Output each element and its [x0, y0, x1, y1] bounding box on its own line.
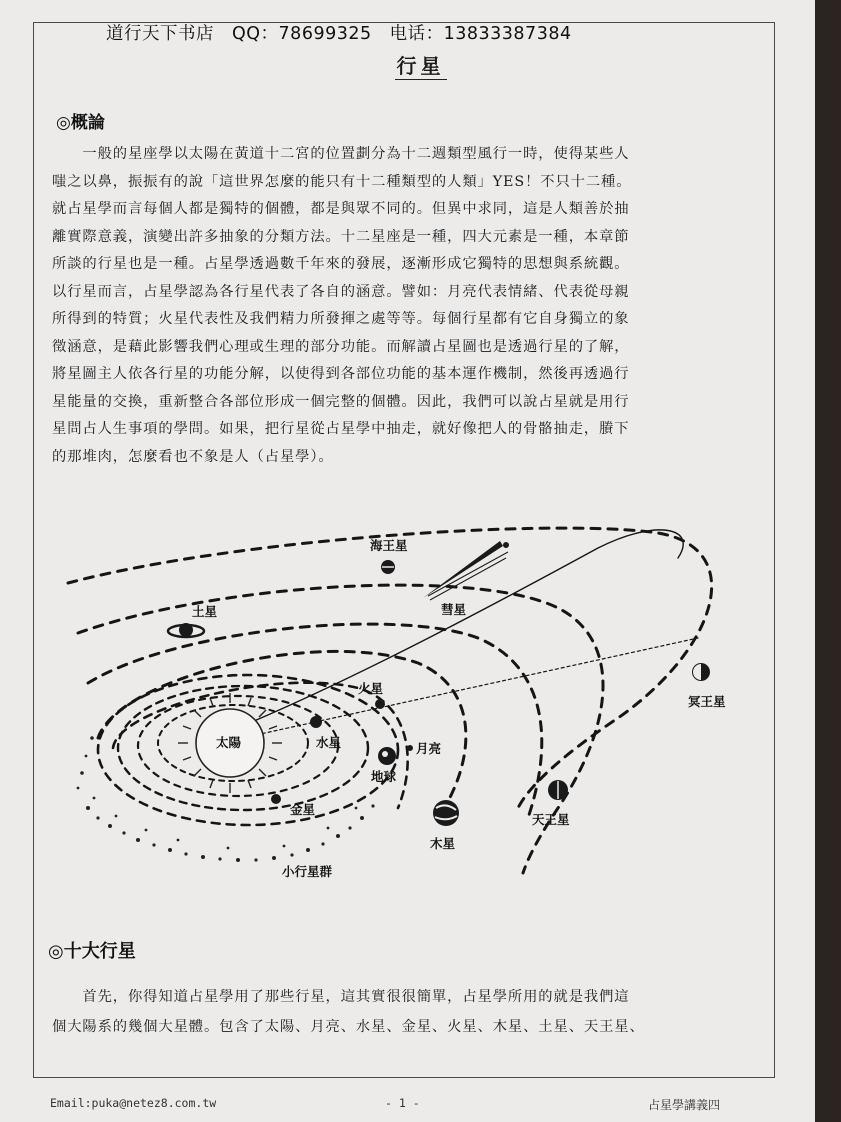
text-line: 的那堆肉，怎麼看也不象是人（占星學）。 [52, 448, 334, 465]
neptune-icon [381, 560, 395, 574]
venus-icon [271, 794, 281, 804]
page-title [0, 50, 841, 79]
label-mars: 火星 [358, 681, 384, 696]
section-heading-overview: ◎概論 [56, 113, 105, 133]
text-line: 一般的星座學以太陽在黃道十二宮的位置劃分為十二週類型風行一時，使得某些人 [52, 146, 630, 162]
footer-email: Email:puka@netez8.com.tw [50, 1096, 217, 1110]
text-line: 個大陽系的幾個大星體。包含了太陽、月亮、水星、金星、火星、木星、土星、天王星、 [52, 1019, 645, 1035]
jupiter-icon [433, 800, 459, 826]
uranus-icon [548, 780, 568, 800]
section-heading-ten-planets: ◎十大行星 [48, 941, 136, 962]
text-line: 嗤之以鼻，振振有的說「這世界怎麼的能只有十二種類型的人類」YES！不只十二種。 [52, 173, 632, 190]
label-saturn: 土星 [192, 604, 218, 619]
header-watermark: 道行天下书店 QQ：78699325 电话：13833387384 [106, 24, 572, 44]
label-neptune: 海王星 [370, 538, 408, 553]
text-line: 星能量的交換，重新整合各部位形成一個完整的個體。因此，我們可以說占星就是用行 [52, 393, 630, 410]
text-line: 就占星學而言每個人都是獨特的個體，都是與眾不同的。但異中求同，這是人類善於抽 [52, 201, 630, 217]
label-mercury: 水星 [316, 735, 342, 750]
earth-icon [378, 747, 396, 765]
mercury-icon [310, 716, 322, 728]
comet-orbit [218, 530, 683, 736]
label-jupiter: 木星 [430, 836, 456, 851]
label-earth: 地球 [371, 769, 397, 784]
footer-page-number: - 1 - [385, 1096, 420, 1110]
text-line: 首先，你得知道占星學用了那些行星，這其實很很簡單，占星學所用的就是我們這 [52, 989, 630, 1005]
moon-icon [407, 745, 413, 751]
text-line: 徵涵意，是藉此影響我們心理或生理的部分功能。而解讀占星圖也是透過行星的了解， [52, 338, 630, 355]
text-line: 離實際意義，演變出許多抽象的分類方法。十二星座是一種，四大元素是一種，本章節 [52, 228, 630, 245]
label-uranus: 天王星 [532, 812, 570, 827]
page-edge-shadow [815, 0, 841, 1122]
text-line: 將星圖主人依各行星的功能分解，以使得到各部位功能的基本運作機制，然後再透過行 [52, 366, 630, 382]
overview-paragraph [52, 141, 631, 471]
label-venus: 金星 [290, 802, 316, 817]
label-pluto: 冥王星 [688, 694, 726, 709]
text-line: 以行星而言，占星學認為各行星代表了各自的涵意。譬如：月亮代表情緒、代表從母親 [52, 283, 630, 300]
label-moon: 月亮 [416, 741, 442, 756]
label-sun: 太陽 [216, 735, 242, 750]
comet-icon [423, 541, 509, 600]
footer-title: 占星學講義四 [648, 1098, 721, 1112]
page-title-text: 行星 [396, 54, 445, 78]
label-comet: 彗星 [441, 602, 467, 617]
pluto-icon [692, 663, 710, 681]
saturn-icon [168, 623, 204, 637]
orbit-neptune [78, 585, 603, 873]
text-line: 星問占人生事項的學問。如果，把行星從占星學中抽走，就好像把人的骨骼抽走，賸下 [52, 421, 630, 437]
text-line: 所得到的特質；火星代表性及我們精力所發揮之處等等。每個行星都有它自身獨立的象 [52, 311, 630, 327]
ten-planets-paragraph [52, 982, 645, 1042]
mars-icon [375, 699, 385, 709]
text-line: 所談的行星也是一種。占星學透過數千年來的發展，逐漸形成它獨特的思想與系統觀。 [52, 256, 630, 272]
solar-system-diagram [58, 488, 774, 888]
label-asteroids: 小行星群 [282, 864, 333, 879]
